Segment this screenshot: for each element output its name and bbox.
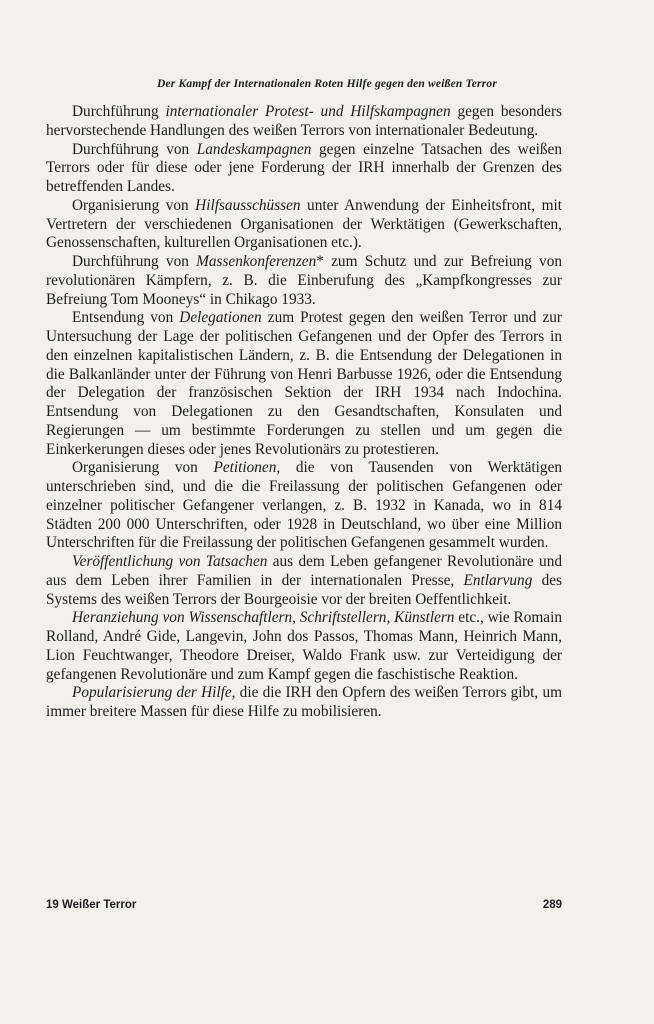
signature-mark: 19 Weißer Terror — [46, 899, 137, 911]
paragraph-intellectuals: Heranziehung von Wissenschaftlern, Schriftstellern, Künstlern etc., wie Romain Rolland, André Gide, Langevin, John dos Passos, Thomas Mann, Heinrich Mann, Lion Feuchtwanger, Theodore Dreiser, Waldo Frank usw. zur Verteidigung der gefangenen Revolutionäre und zum Kampf gegen die faschistische Reaktion. — [46, 609, 562, 683]
paragraph-popularization: Popularisierung der Hilfe, die die IRH den Opfern des weißen Terrors gibt, um immer breitere Massen für diese Hilfe zu mobilisieren. — [46, 684, 562, 720]
paragraph-mass-conferences: Durchführung von Massenkonferenzen* zum Schutz und zur Befreiung von revolutionären Kämpfern, z. B. die Einberufung des „Kampfkongresses zur Befreiung Tom Mooneys“ in Chikago 1933. — [46, 253, 562, 308]
page-number: 289 — [542, 899, 562, 911]
body-text — [46, 103, 562, 722]
paragraph-publication: Veröffentlichung von Tatsachen aus dem Leben gefangener Revolutionäre und aus dem Leben ihrer Familien in der internationalen Presse, Entlarvung des Systems des weißen Terrors der Bourgeoisie vor der breiten Oeffentlichkeit. — [46, 553, 563, 608]
running-head: Der Kampf der Internationalen Roten Hilfe gegen den weißen Terror — [156, 78, 497, 90]
paragraph-petitions: Organisierung von Petitionen, die von Tausenden von Werktätigen unterschrieben sind, und die die Freilassung der politischen Gefangenen oder einzelner politischer Gefangener verlangen, z. B. 1932 in Kanada, wo in 814 Städten 200 000 Unterschriften, oder 1928 in Deutschland, wo über eine Million Unterschriften für die Freilassung der politischen Gefangenen gesammelt wurden. — [46, 459, 563, 552]
paragraph-aid-committees: Organisierung von Hilfsausschüssen unter Anwendung der Einheitsfront, mit Vertretern der verschiedenen Organisationen der Werktätigen (Gewerkschaften, Genossenschaften, kulturellen Organisationen etc.). — [46, 196, 563, 252]
paragraph-delegations: Entsendung von Delegationen zum Protest gegen den weißen Terror und zur Untersuchung der Lage der politischen Gefangenen und der Opfer des Terrors in den einzelnen kapitalistischen Ländern, z. B. die Entsendung der Delegationen in die Balkanländer unter der Führung von Henri Barbusse 1926, oder die Entsendung der Delegation der französischen Sektion der IRH 1934 nach Indochina. Entsendung von Delegationen zu den Gesandtschaften, Konsulaten und Regierungen — um bestimmte Forderungen zu stellen und um gegen die Einkerkerungen dieses oder jenes Revolutionärs zu protestieren. — [46, 309, 562, 458]
paragraph-national-campaigns: Durchführung von Landeskampagnen gegen einzelne Tatsachen des weißen Terrors oder für diese oder jene Forderung der IRH innerhalb der Grenzen des betreffenden Landes. — [46, 140, 562, 195]
paragraph-international-campaigns: Durchführung internationaler Protest- und Hilfskampagnen gegen besonders hervorstechende Handlungen des weißen Terrors von internationaler Bedeutung. — [46, 103, 562, 139]
